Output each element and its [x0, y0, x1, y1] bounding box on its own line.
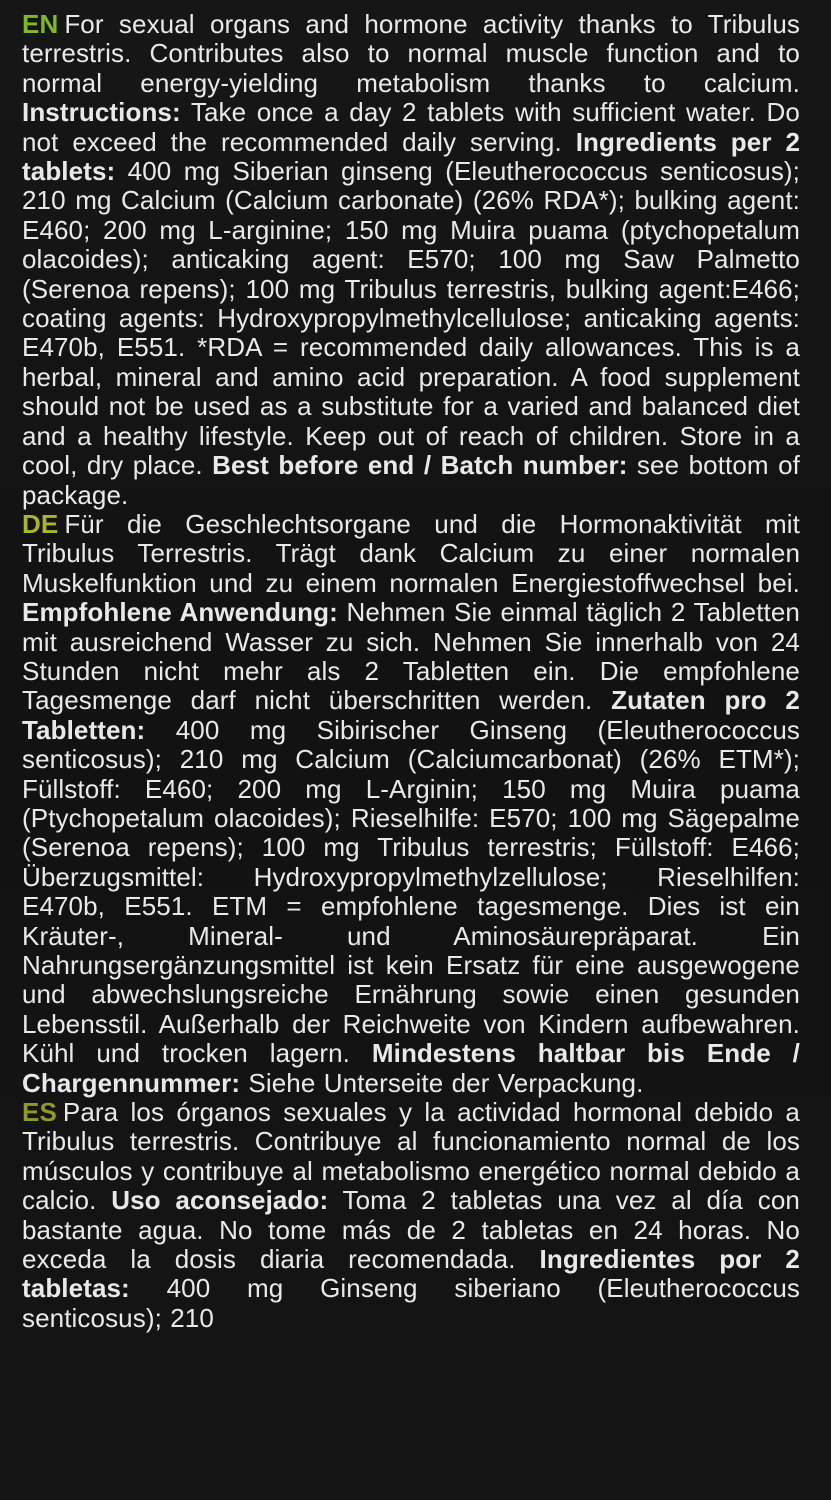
bold-heading-text: Best before end / Batch number: — [212, 450, 628, 481]
language-code-es: ES — [22, 1097, 57, 1128]
section-es — [22, 1098, 800, 1333]
body-text: Toma 2 tabletas una vez al día con bastante agua. No tome más de 2 tabletas en 24 horas. No exceda la dosis diaria recomendada. — [22, 1185, 800, 1275]
body-text: 400 mg Siberian ginseng (Eleutherococcus senticosus); 210 mg Calcium (Calcium carbonate) (26% RDA*); bulking agent: E460; 200 mg L-arginine; 150 mg Muira puama (ptychopetalum olacoides); anticaking agent: E570; 100 mg Saw Palmetto (Serenoa repens); 100 mg Tribulus terrestris, bulking agent:E466; coating agents: Hydroxypropylmethylcellulose; anticaking agents: E470b, E551. *RDA = recommended daily allowances. This is a herbal, mineral and amino acid preparation. A food supplement should not be used as a substitute for a varied and balanced diet and a healthy lifestyle. Keep out of reach of children. Store in a cool, dry place. — [22, 156, 800, 481]
language-code-en: EN — [22, 9, 59, 39]
body-text: see bottom of package. — [22, 450, 800, 510]
body-text: Take once a day 2 tablets with sufficient water. Do not exceed the recommended daily serving. — [22, 97, 800, 157]
body-text: Para los órganos sexuales y la actividad hormonal debido a Tribulus terrestris. Contribuye al funcionamiento normal de los músculos y contribuye al metabolismo energético normal debido a calcio. — [22, 1097, 800, 1216]
bold-heading-text: Mindestens haltbar bis Ende / Chargennummer: — [22, 1038, 800, 1098]
body-text: Siehe Unterseite der Verpackung. — [240, 1067, 644, 1098]
language-sections — [22, 10, 800, 1333]
bold-heading-text: Uso aconsejado: — [111, 1185, 329, 1216]
body-text: For sexual organs and hormone activity thanks to Tribulus terrestris. Contributes also to normal muscle function and to normal energy-yielding metabolism thanks to calcium. — [22, 9, 800, 98]
language-code-de: DE — [22, 508, 59, 539]
section-de — [22, 510, 800, 1098]
bold-heading-text: Ingredients per 2 tablets: — [22, 126, 801, 187]
bold-heading-text: Ingredientes por 2 tabletas: — [22, 1244, 800, 1304]
bold-heading-text: Zutaten pro 2 Tabletten: — [22, 685, 800, 745]
bold-heading-text: Empfohlene Anwendung: — [22, 597, 338, 628]
bold-heading-text: Instructions: — [22, 97, 181, 128]
body-text: 400 mg Sibirischer Ginseng (Eleutherococcus senticosus); 210 mg Calcium (Calciumcarbonat) (26% ETM*); Füllstoff: E460; 200 mg L-Arginin; 150 mg Muira puama (Ptychopetalum olacoides); Rieselhilfe: E570; 100 mg Sägepalme (Serenoa repens); 100 mg Tribulus terrestris; Füllstoff: E466; Überzugsmittel: Hydroxypropylmethylzellulose; Rieselhilfen: E470b, E551. ETM = empfohlene tagesmenge. Dies ist ein Kräuter-, Mineral- und Aminosäurepräparat. Ein Nahrungsergänzungsmittel ist kein Ersatz für eine ausgewogene und abwechslungsreiche Ernährung sowie einen gesunden Lebensstil. Außerhalb der Reichweite von Kindern aufbewahren. Kühl und trocken lagern. — [22, 714, 800, 1069]
body-text: 400 mg Ginseng siberiano (Eleutherococcus senticosus); 210 — [22, 1273, 800, 1333]
section-en — [22, 10, 800, 510]
body-text: Nehmen Sie einmal täglich 2 Tabletten mit ausreichend Wasser zu sich. Nehmen Sie innerhalb von 24 Stunden nicht mehr als 2 Tabletten ein. Die empfohlene Tagesmenge darf nicht überschritten werden. — [22, 597, 800, 716]
body-text: Für die Geschlechtsorgane und die Hormonaktivität mit Tribulus Terrestris. Trägt dank Calcium zu einer normalen Muskelfunktion und zu einem normalen Energiestoffwechsel bei. — [22, 508, 800, 598]
